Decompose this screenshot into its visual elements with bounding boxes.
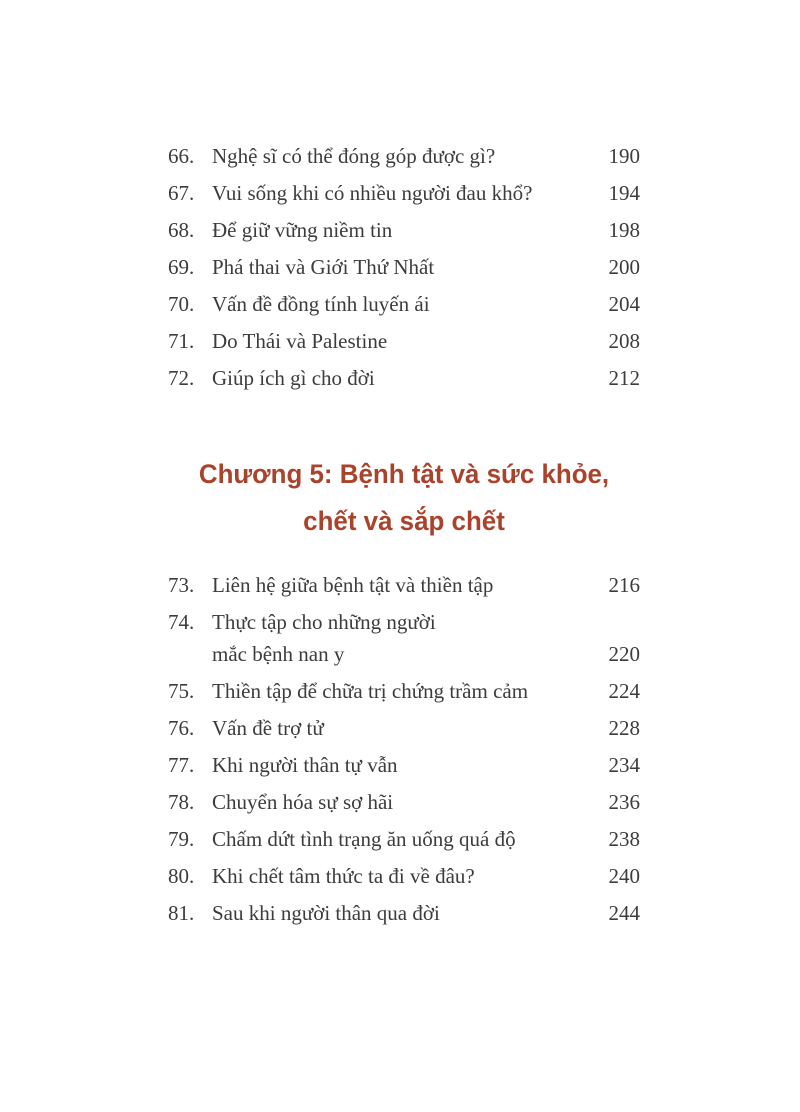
entry-number: 76. <box>168 716 195 740</box>
entry-number: 73. <box>168 573 195 597</box>
toc-entry-row <box>168 323 640 360</box>
entry-number: 77. <box>168 753 195 777</box>
entry-title: Do Thái và Palestine <box>212 329 388 353</box>
entry-title: Thiền tập để chữa trị chứng trầm cảm <box>212 679 529 703</box>
entry-number: 78. <box>168 790 195 814</box>
chapter-heading-line1: Chương 5: Bệnh tật và sức khỏe, <box>198 459 610 489</box>
entry-number: 68. <box>168 218 195 242</box>
entry-number: 74. <box>168 610 195 634</box>
entry-page: 198 <box>608 218 640 242</box>
entry-number: 70. <box>168 292 195 316</box>
entry-page: 234 <box>608 753 640 777</box>
entry-page: 240 <box>608 864 640 888</box>
entry-number: 81. <box>168 901 195 925</box>
toc-entry-row-continuation <box>168 636 640 673</box>
entry-title: Nghệ sĩ có thể đóng góp được gì? <box>212 144 496 168</box>
entry-page: 194 <box>608 181 640 205</box>
entry-number: 67. <box>168 181 195 205</box>
entry-page: 224 <box>608 679 640 703</box>
entry-page: 228 <box>608 716 640 740</box>
entry-number: 75. <box>168 679 195 703</box>
toc-entry-row <box>168 175 640 212</box>
chapter-heading-line2: chết và sắp chết <box>303 506 505 536</box>
entry-title: Thực tập cho những người <box>212 610 436 634</box>
entry-number: 69. <box>168 255 195 279</box>
toc-entry-row <box>168 360 640 397</box>
chapter-heading <box>168 451 640 545</box>
entry-page: 216 <box>608 573 640 597</box>
entry-page: 200 <box>608 255 640 279</box>
toc-entry-row <box>168 286 640 323</box>
entry-title: Sau khi người thân qua đời <box>212 901 440 925</box>
entry-number: 71. <box>168 329 195 353</box>
toc-entry-row <box>168 895 640 932</box>
toc-entry-row <box>168 567 640 604</box>
entry-page: 244 <box>608 901 640 925</box>
entry-number: 79. <box>168 827 195 851</box>
entry-page: 190 <box>608 144 640 168</box>
toc-entry-row <box>168 673 640 710</box>
toc-entry-row <box>168 138 640 175</box>
entry-title: Liên hệ giữa bệnh tật và thiền tập <box>212 573 494 597</box>
entry-page: 236 <box>608 790 640 814</box>
entry-page: 208 <box>608 329 640 353</box>
entry-title: Vấn đề trợ tử <box>212 716 324 740</box>
entry-title: Vui sống khi có nhiều người đau khổ? <box>212 181 533 205</box>
entry-number: 80. <box>168 864 195 888</box>
entry-number: 72. <box>168 366 195 390</box>
entry-number: 66. <box>168 144 195 168</box>
entry-title: Chấm dứt tình trạng ăn uống quá độ <box>212 827 516 851</box>
entry-title: Để giữ vững niềm tin <box>212 218 393 242</box>
entry-title: mắc bệnh nan y <box>212 642 345 666</box>
entry-page: 212 <box>608 366 640 390</box>
toc-entry-row <box>168 821 640 858</box>
toc-entry-row <box>168 784 640 821</box>
entry-title: Khi chết tâm thức ta đi về đâu? <box>212 864 475 888</box>
toc-entry-row <box>168 249 640 286</box>
entry-title: Chuyển hóa sự sợ hãi <box>212 790 394 814</box>
entry-title: Khi người thân tự vẫn <box>212 753 398 777</box>
table-of-contents <box>168 138 640 932</box>
entry-page: 238 <box>608 827 640 851</box>
toc-entry-row <box>168 858 640 895</box>
entry-title: Giúp ích gì cho đời <box>212 366 375 390</box>
toc-entry-row <box>168 747 640 784</box>
toc-entry-row <box>168 710 640 747</box>
entry-page: 204 <box>608 292 640 316</box>
entry-page: 220 <box>608 642 640 666</box>
entry-title: Vấn đề đồng tính luyến ái <box>212 292 430 316</box>
toc-entry-row <box>168 212 640 249</box>
entry-title: Phá thai và Giới Thứ Nhất <box>212 255 435 279</box>
